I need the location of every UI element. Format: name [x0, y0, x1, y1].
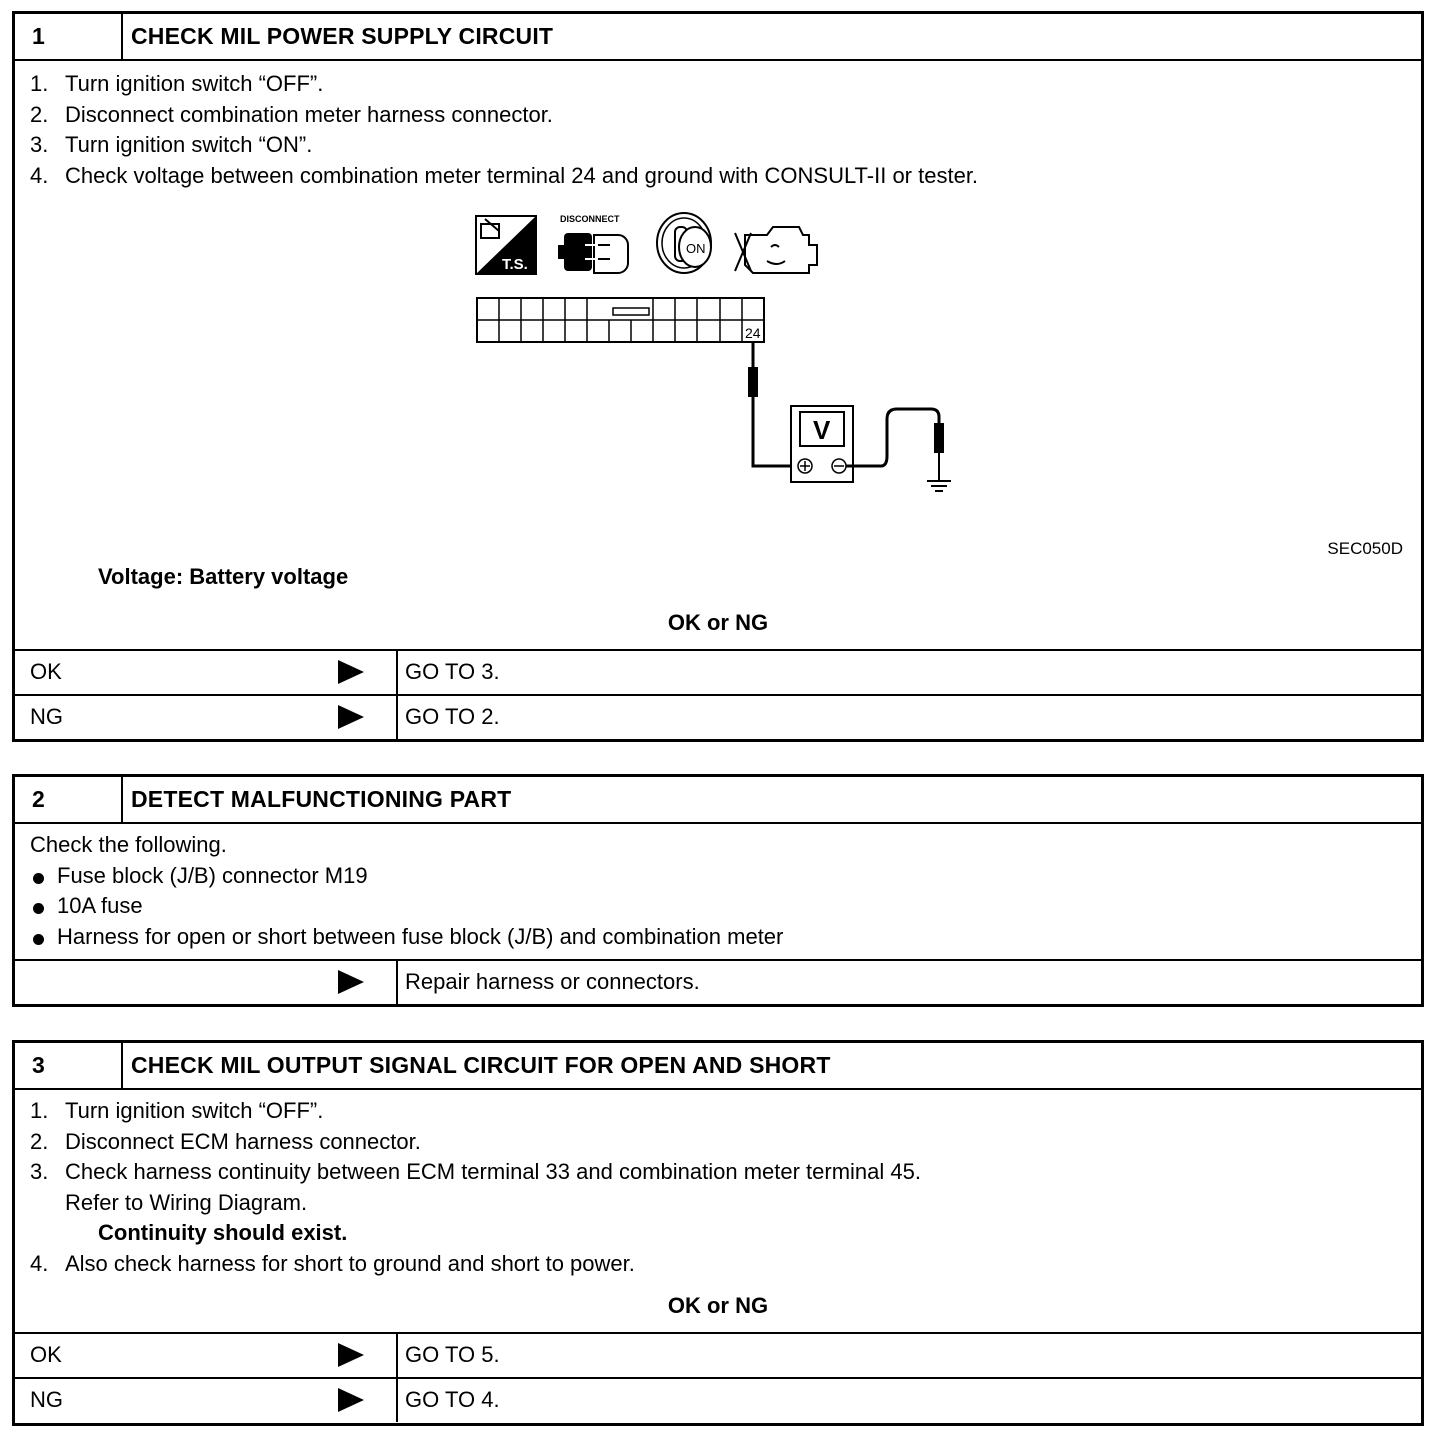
ignition-on-icon: [657, 213, 711, 273]
arrow-right-icon: [338, 660, 364, 684]
ok-ng-heading: OK or NG: [667, 610, 769, 635]
result-label: OK: [30, 659, 62, 684]
step-title: DETECT MALFUNCTIONING PART: [131, 786, 512, 812]
instruction-item: 2. Disconnect ECM harness connector.: [30, 1128, 421, 1154]
instruction-item: 1. Turn ignition switch “OFF”.: [30, 1098, 324, 1123]
check-list: [15, 861, 1421, 953]
ground-icon: [927, 453, 951, 491]
disconnect-label: DISCONNECT: [560, 214, 620, 224]
meter-label: V: [813, 415, 831, 445]
step-number: 3: [15, 1043, 123, 1088]
result-label: NG: [30, 1387, 63, 1412]
result-row: [15, 694, 1421, 739]
ts-icon: [476, 216, 536, 274]
engine-icon: [735, 227, 817, 273]
combination-meter-connector: [477, 298, 764, 342]
probe-positive: [748, 367, 758, 397]
result-action: GO TO 2.: [405, 704, 500, 729]
result-action: GO TO 3.: [405, 659, 500, 684]
instruction-item: 3. Check harness continuity between ECM terminal 33 and combination meter terminal 45.: [30, 1159, 921, 1184]
step-body: [15, 61, 1421, 649]
check-intro: Check the following.: [30, 832, 227, 857]
arrow-right-icon: [338, 705, 364, 729]
step-title: CHECK MIL OUTPUT SIGNAL CIRCUIT FOR OPEN AND SHORT: [131, 1052, 831, 1078]
instruction-list: [15, 1096, 1421, 1188]
result-action: GO TO 4.: [405, 1387, 500, 1412]
step-header: [15, 1043, 1421, 1090]
step-header: [15, 777, 1421, 824]
wiring-diagram-reference: Refer to Wiring Diagram.: [65, 1189, 308, 1215]
continuity-spec: Continuity should exist.: [98, 1220, 348, 1245]
step-title: CHECK MIL POWER SUPPLY CIRCUIT: [131, 23, 554, 49]
arrow-right-icon: [338, 1388, 364, 1412]
step-body: [15, 824, 1421, 959]
voltage-check-diagram: [15, 61, 1421, 649]
instruction-item: 4. Also check harness for short to ground and short to power.: [30, 1250, 635, 1276]
result-label: NG: [30, 704, 63, 729]
result-action: GO TO 5.: [405, 1342, 500, 1367]
check-item: Fuse block (J/B) connector M19: [15, 861, 1421, 892]
arrow-right-icon: [338, 970, 364, 994]
result-row: [15, 959, 1421, 1004]
instruction-list: [15, 1249, 1421, 1280]
on-label: ON: [686, 241, 706, 256]
terminal-24-label: 24: [745, 325, 761, 341]
arrow-right-icon: [338, 1343, 364, 1367]
ok-ng-heading: OK or NG: [667, 1293, 769, 1318]
step-3: [12, 1040, 1424, 1426]
instruction-item: 3. Turn ignition switch “ON”.: [30, 132, 313, 157]
step-header: [15, 14, 1421, 61]
voltmeter: [791, 406, 853, 482]
instruction-item: 2. Disconnect combination meter harness connector.: [30, 101, 553, 127]
figure-code: SEC050D: [1327, 539, 1403, 558]
check-item: Harness for open or short between fuse block (J/B) and combination meter: [15, 922, 1421, 953]
result-row: [15, 1377, 1421, 1422]
step-body: [15, 1090, 1421, 1332]
instruction-item: 1. Turn ignition switch “OFF”.: [30, 71, 324, 96]
disconnect-icon: [558, 214, 628, 273]
check-item: 10A fuse: [15, 891, 1421, 922]
result-action: Repair harness or connectors.: [405, 969, 700, 994]
step-2: [12, 774, 1424, 1007]
ts-label: T.S.: [502, 256, 528, 273]
instruction-item: 4. Check voltage between combination meter terminal 24 and ground with CONSULT-II or tester.: [30, 162, 979, 188]
result-label: OK: [30, 1342, 62, 1367]
result-row: [15, 649, 1421, 694]
result-row: [15, 1332, 1421, 1377]
step-1: [12, 11, 1424, 742]
step-number: 1: [15, 14, 123, 59]
probe-negative: [934, 423, 944, 453]
probe-wire-negative: [846, 409, 939, 466]
voltage-spec: Voltage: Battery voltage: [98, 564, 349, 589]
step-number: 2: [15, 777, 123, 822]
